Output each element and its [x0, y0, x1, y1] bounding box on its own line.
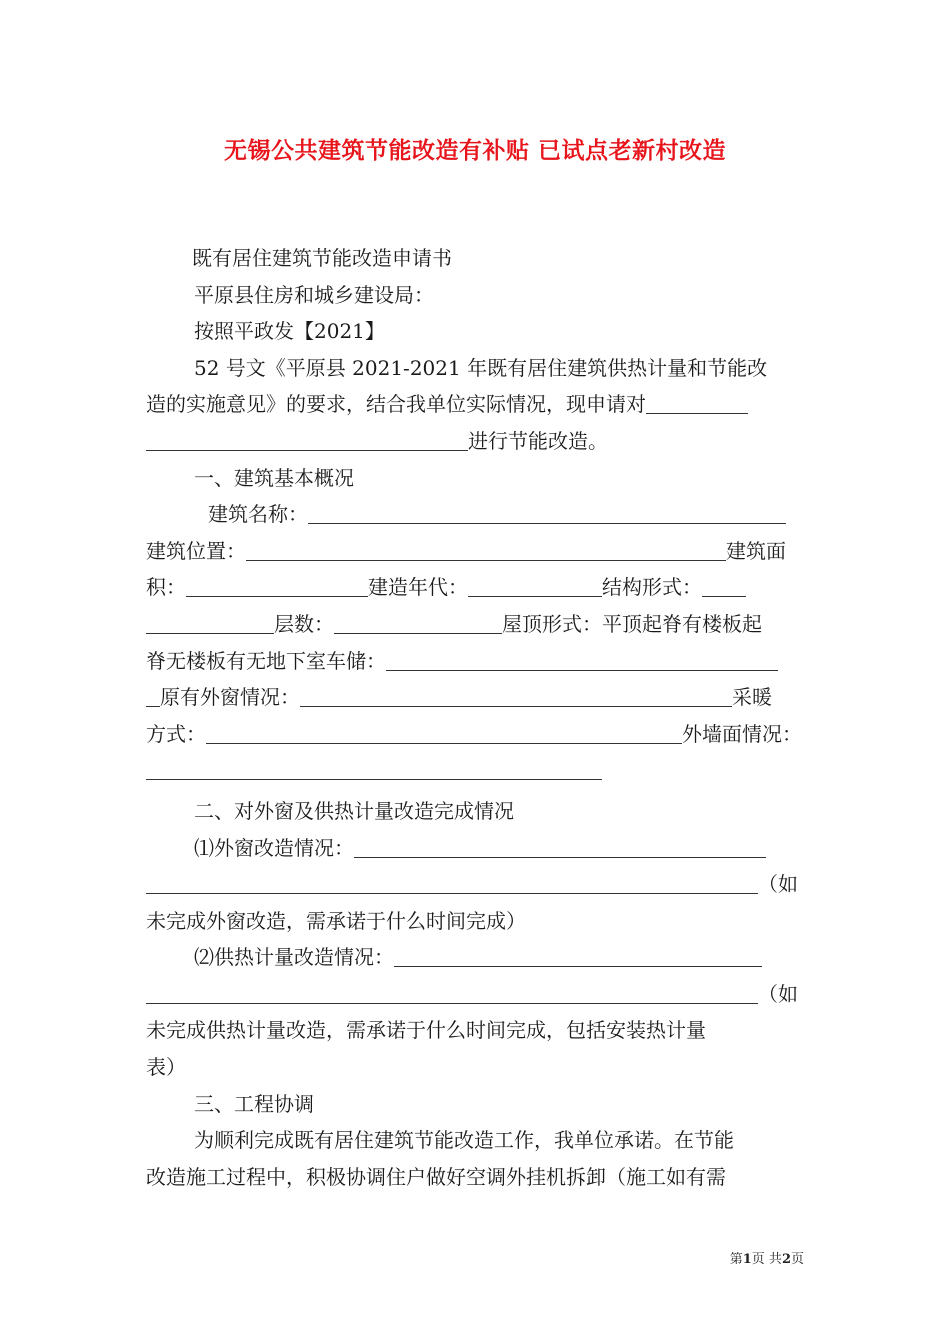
blank-line: [394, 944, 762, 967]
structure-label: 结构形式：: [602, 575, 702, 600]
section2-heading: 二、对外窗及供热计量改造完成情况: [194, 798, 514, 823]
document-body: [146, 240, 806, 1195]
blank-line: [206, 721, 682, 744]
heating-label-suffix: 方式：: [146, 721, 206, 746]
section1-heading: 一、建筑基本概况: [194, 465, 354, 490]
heat-note-row: 未完成供热计量改造，需承诺于什么时间完成，包括安装热计量: [146, 1018, 706, 1043]
floors-row: [146, 606, 806, 643]
basis-continuation-3: [146, 423, 806, 460]
blank-line: [354, 835, 766, 858]
footer-middle: 页 共: [751, 1252, 782, 1267]
floors-label: 层数：: [274, 611, 334, 636]
document-title: 无锡公共建筑节能改造有补贴 已试点老新村改造: [223, 137, 726, 164]
blank-line: [702, 574, 746, 597]
blank-line: [468, 574, 602, 597]
heating-row: [146, 716, 806, 753]
basis-continuation-2: [146, 386, 806, 423]
window-note-row: 未完成外窗改造，需承诺于什么时间完成）: [146, 908, 526, 933]
blank-line: [186, 574, 368, 597]
page-footer: [730, 1248, 804, 1267]
window-renovation-row: [146, 830, 806, 867]
blank-line: [300, 684, 732, 707]
basis-continuation-1: 52 号文《平原县 2021-2021 年既有居住建筑供热计量和节能改: [194, 355, 768, 380]
window-note-a: （如: [758, 872, 798, 897]
heat-note-a: （如: [758, 981, 798, 1006]
blank-line: [146, 871, 758, 894]
blank-line: [146, 981, 758, 1004]
application-heading: 既有居住建筑节能改造申请书: [192, 246, 452, 270]
wall-row: [146, 752, 806, 789]
window-renovation-blank-row: [146, 866, 806, 903]
section3-paragraph-2: 改造施工过程中，积极协调住户做好空调外挂机拆卸（施工如有需: [146, 1164, 726, 1189]
window-renovation-label: ⑴外窗改造情况：: [194, 835, 354, 860]
basis-text: 造的实施意见》的要求，结合我单位实际情况，现申请对: [146, 392, 646, 417]
heat-metering-label: ⑵供热计量改造情况：: [194, 945, 394, 970]
footer-suffix: 页: [790, 1252, 804, 1267]
section3-paragraph-1: 为顺利完成既有居住建筑节能改造工作，我单位承诺。在节能: [194, 1128, 734, 1153]
roof-type-label: 屋顶形式：平顶起脊有楼板起: [502, 611, 762, 636]
building-location-row: [146, 533, 806, 570]
area-row: [146, 569, 806, 606]
wall-label: 外墙面情况：: [682, 721, 802, 746]
footer-prefix: 第: [729, 1252, 743, 1267]
roof-cont-row: [146, 643, 806, 680]
building-location-label: 建筑位置：: [146, 538, 246, 563]
heating-label-prefix: 采暖: [732, 685, 772, 710]
footer-total-pages: 2: [781, 1252, 791, 1267]
heat-note-row-2: 表）: [146, 1055, 186, 1080]
blank-line: [146, 684, 160, 707]
renovation-text: 进行节能改造。: [468, 428, 608, 453]
blank-line: [386, 648, 778, 671]
addressee: 平原县住房和城乡建设局：: [194, 282, 434, 307]
section3-heading: 三、工程协调: [194, 1091, 314, 1116]
heat-metering-blank-row: [146, 976, 806, 1013]
orig-window-row: [146, 679, 806, 716]
heat-metering-row: [146, 939, 806, 976]
blank-line: [308, 501, 786, 524]
building-name-row: [146, 496, 806, 533]
footer-page-number: 1: [742, 1252, 752, 1267]
building-name-label: 建筑名称：: [208, 502, 308, 527]
blank-line: [146, 428, 468, 451]
blank-line: [334, 611, 502, 634]
area-label-suffix: 积：: [146, 575, 186, 600]
area-label-prefix: 建筑面: [726, 538, 786, 563]
blank-line: [646, 391, 748, 414]
basis-line: 按照平政发【2021】: [194, 319, 385, 344]
build-year-label: 建造年代：: [368, 575, 468, 600]
blank-line: [246, 538, 726, 561]
roof-cont-label: 脊无楼板有无地下室车储：: [146, 648, 386, 673]
blank-line: [146, 611, 274, 634]
blank-line: [146, 757, 602, 780]
orig-window-label: 原有外窗情况：: [160, 685, 300, 710]
